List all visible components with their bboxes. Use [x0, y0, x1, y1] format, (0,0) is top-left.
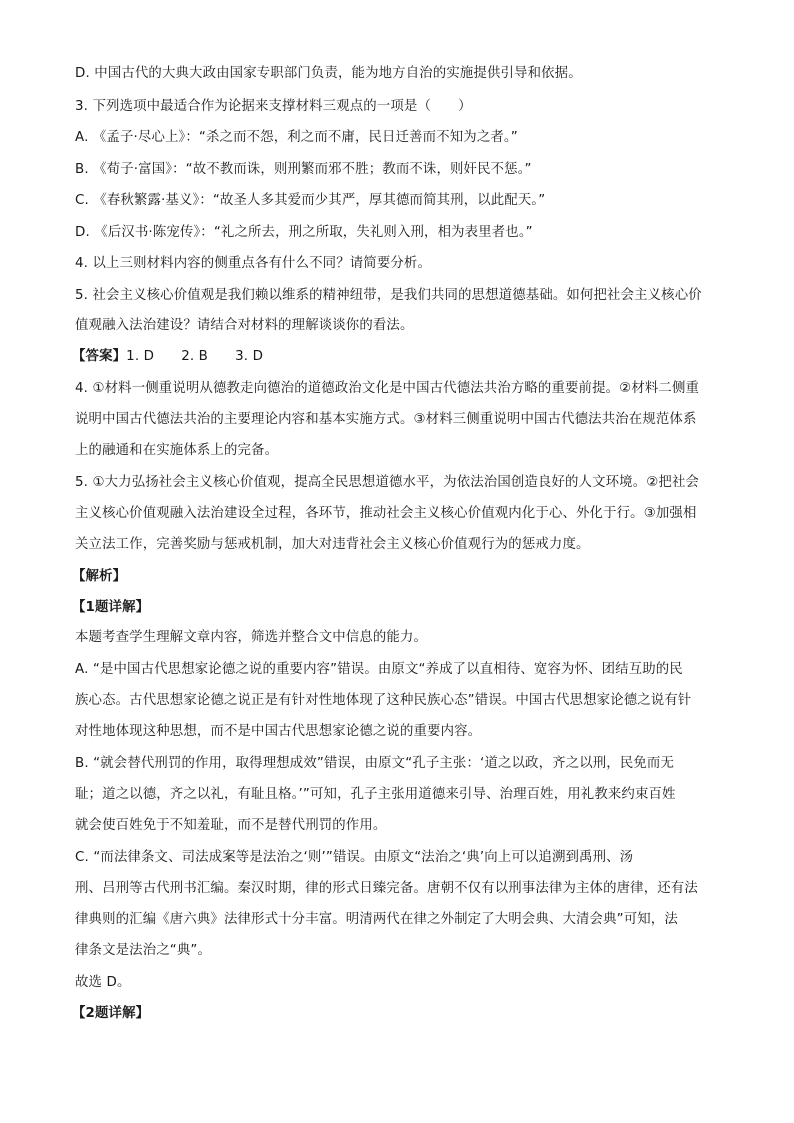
analysis-tag: 【解析】: [72, 569, 127, 584]
analysis-line-7: 就会使百姓免于不知羞耻，而不是替代刑罚的作用。: [75, 818, 387, 833]
q1-detail-tag: 【1题详解】: [72, 600, 150, 615]
answer-choices: 1. D 2. B 3. D: [126, 349, 264, 364]
answer-4-line-2: 说明中国古代德法共治的主要理论内容和基本实施方式。③材料三侧重说明中国古代德法共治在规范体系: [75, 412, 697, 427]
analysis-line-4: 对性地体现这种思想，而不是中国古代思想家论德之说的重要内容。: [75, 724, 482, 739]
answer-4-line-1: 4. ①材料一侧重说明从德教走向德治的道德政治文化是中国古代德法共治方略的重要前提。②材料二侧重: [75, 381, 700, 396]
answer-5-line-2: 主义核心价值观融入法治建设全过程，各环节，推动社会主义核心价值观内化于心、外化于行。③加强相: [75, 506, 697, 521]
analysis-line-2: A. “是中国古代思想家论德之说的重要内容”错误。由原文“养成了以直相待、宽容为怀、团结互助的民: [75, 662, 683, 677]
option-a-q3: A. 《孟子·尽心上》：“杀之而不怨，利之而不庸，民日迁善而不知为之者。”: [75, 130, 518, 145]
question-3: 3. 下列选项中最适合作为论据来支撑材料三观点的一项是（ ）: [75, 99, 472, 114]
analysis-line-10: 律典则的汇编《唐六典》法律形式十分丰富。明清两代在律之外制定了大明会典、大清会典”可知，法: [75, 912, 678, 927]
option-d-q3: D. 《后汉书·陈宠传》：“礼之所去，刑之所取，失礼则入刑，相为表里者也。”: [75, 225, 533, 240]
option-b-q3: B. 《荀子·富国》：“故不教而诛，则刑繁而邪不胜；教而不诛，则奸民不惩。”: [75, 162, 532, 177]
analysis-line-11: 律条文是法治之“典”。: [75, 943, 212, 958]
question-4: 4. 以上三则材料内容的侧重点各有什么不同？请简要分析。: [75, 256, 431, 271]
answer-row: [72, 347, 722, 367]
q2-detail-tag: 【2题详解】: [72, 1006, 150, 1021]
answer-5-line-3: 关立法工作，完善奖励与惩戒机制，加大对违背社会主义核心价值观行为的惩戒力度。: [75, 537, 590, 552]
option-c-q3: C. 《春秋繁露·基义》：“故圣人多其爱而少其严，厚其德而简其刑，以此配天。”: [75, 193, 546, 208]
question-5-line-2: 值观融入法治建设？请结合对材料的理解谈谈你的看法。: [75, 318, 414, 333]
option-d-q2: D. 中国古代的大典大政由国家专职部门负责，能为地方自治的实施提供引导和依据。: [75, 66, 582, 81]
analysis-line-6: 耻；道之以德，齐之以礼，有耻且格。’”可知，孔子主张用道德来引导、治理百姓，用礼教来约束百姓: [75, 787, 676, 802]
analysis-line-3: 族心态。古代思想家论德之说正是有针对性地体现了这种民族心态”错误。中国古代思想家论德之说有针: [75, 693, 692, 708]
answer-5-line-1: 5. ①大力弘扬社会主义核心价值观，提高全民思想道德水平，为依法治国创造良好的人文环境。②把社会: [75, 475, 700, 490]
analysis-line-5: B. “就会替代刑罚的作用，取得理想成效”错误，由原文“孔子主张：‘道之以政，齐之以刑，民免而无: [75, 756, 674, 771]
analysis-line-8: C. “而法律条文、司法成案等是法治之‘则’”错误。由原文“法治之‘典’向上可以追溯到禹刑、汤: [75, 850, 634, 865]
answer-tag: 【答案】: [72, 349, 127, 364]
analysis-line-1: 本题考查学生理解文章内容，筛选并整合文中信息的能力。: [75, 630, 428, 645]
analysis-line-9: 刑、吕刑等古代刑书汇编。秦汉时期，律的形式日臻完备。唐朝不仅有以刑事法律为主体的唐律，还有法: [75, 881, 698, 896]
answer-4-line-3: 上的融通和在实施体系上的完备。: [75, 443, 279, 458]
analysis-line-12: 故选 D。: [75, 975, 131, 990]
question-5-line-1: 5. 社会主义核心价值观是我们赖以维系的精神纽带，是我们共同的思想道德基础。如何把社会主义核心价: [75, 288, 702, 303]
